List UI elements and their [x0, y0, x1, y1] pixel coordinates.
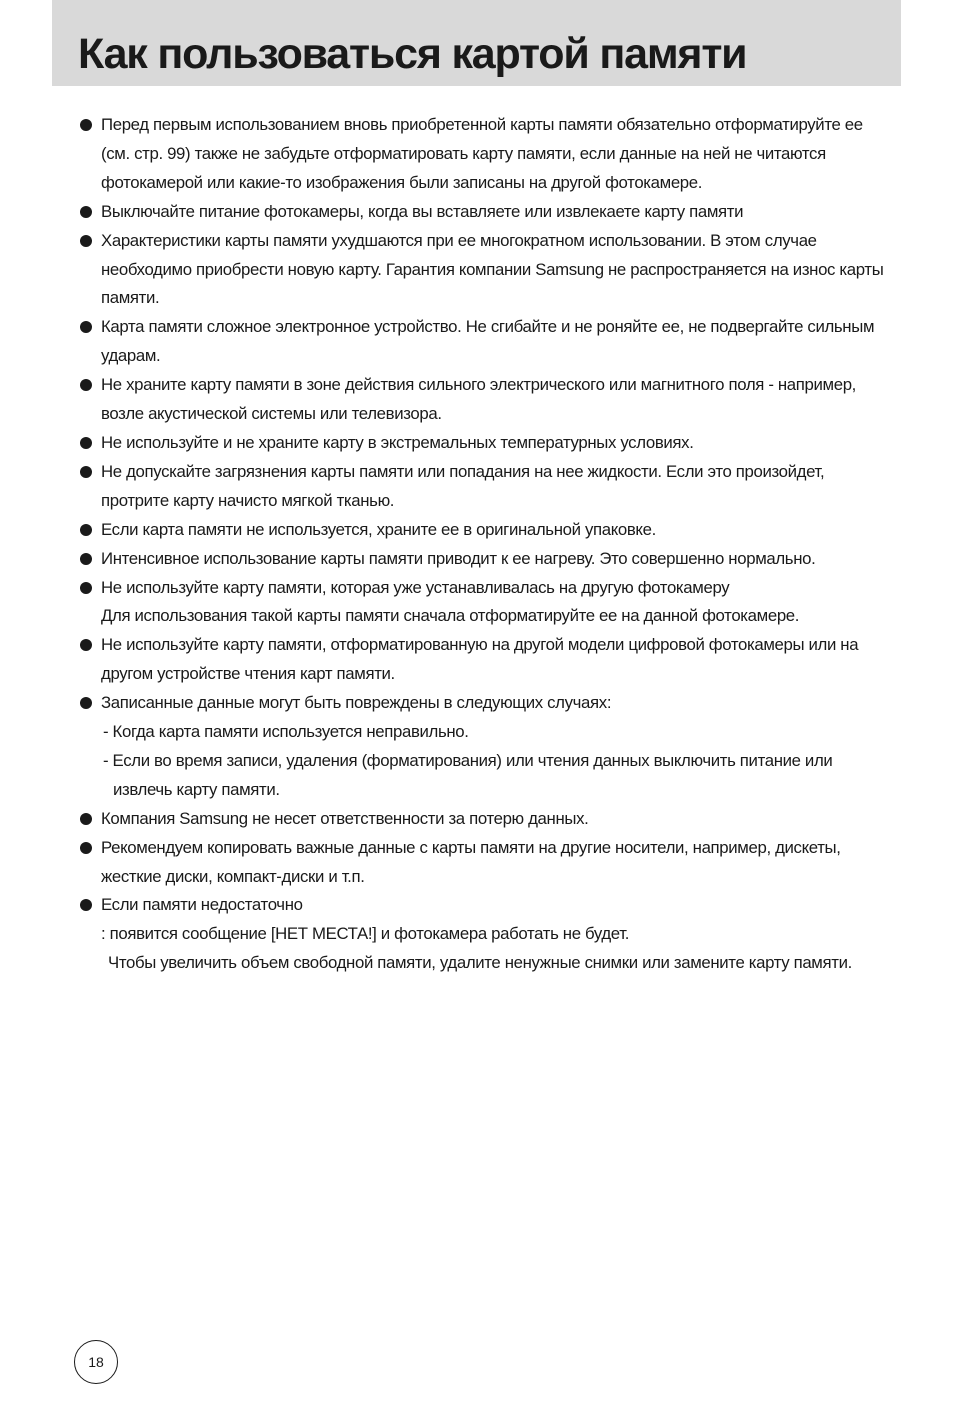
- bullet-icon: [80, 899, 92, 911]
- list-item: [78, 458, 878, 516]
- item-text: Перед первым использованием вновь приобретенной карты памяти обязательно отформатируйте ее: [101, 115, 863, 134]
- item-text: ударам.: [101, 346, 161, 366]
- sub-item-text: извлечь карту памяти.: [113, 779, 280, 799]
- item-text: фотокамерой или какие-то изображения были записаны на другой фотокамере.: [101, 172, 703, 192]
- item-text: Если памяти недостаточно: [101, 895, 303, 915]
- list-item: [78, 891, 878, 978]
- list-item: [78, 631, 878, 689]
- item-text: Не допускайте загрязнения карты памяти или попадания на нее жидкости. Если это произойдет,: [101, 461, 825, 481]
- sub-item-text: - Когда карта памяти используется неправильно.: [103, 722, 469, 742]
- item-text: Характеристики карты памяти ухудшаются при ее многократном использовании. В этом случае: [101, 230, 817, 250]
- item-text: жесткие диски, компакт-диски и т.п.: [101, 866, 365, 886]
- bullet-icon: [80, 553, 92, 565]
- item-text: памяти.: [101, 288, 160, 308]
- item-text: Рекомендуем копировать важные данные с карты памяти на другие носители, например, дискеты,: [101, 837, 841, 857]
- item-text: необходимо приобрести новую карту. Гарантия компании Samsung не распространяется на износ карты: [101, 259, 884, 279]
- bullet-icon: [80, 321, 92, 333]
- bullet-icon: [80, 235, 92, 247]
- bullet-icon: [80, 466, 92, 478]
- item-text: Если карта памяти не используется, храните ее в оригинальной упаковке.: [101, 519, 656, 539]
- item-text: Карта памяти сложное электронное устройство. Не сгибайте и не роняйте ее, не подвергайте сильным: [101, 317, 875, 337]
- item-text: Не используйте карту памяти, которая уже устанавливалась на другую фотокамеру: [101, 577, 730, 597]
- item-text: возле акустической системы или телевизора.: [101, 404, 442, 424]
- item-text: Записанные данные могут быть повреждены в следующих случаях:: [101, 693, 612, 713]
- item-text: Для использования такой карты памяти сначала отформатируйте ее на данной фотокамере.: [101, 606, 800, 626]
- bullet-icon: [80, 697, 92, 709]
- note-text: : появится сообщение [НЕТ МЕСТА!] и фотокамера работать не будет.: [101, 924, 630, 944]
- title-banner: [52, 0, 901, 86]
- bullet-icon: [80, 524, 92, 536]
- item-text: другом устройстве чтения карт памяти.: [101, 664, 395, 684]
- list-item: [78, 574, 878, 632]
- item-text: Выключайте питание фотокамеры, когда вы вставляете или извлекаете карту памяти: [101, 201, 744, 221]
- bullet-icon: [80, 813, 92, 825]
- bullet-icon: [80, 582, 92, 594]
- list-item: [78, 227, 884, 314]
- bullet-icon: [80, 437, 92, 449]
- list-item: [78, 805, 878, 834]
- item-text: Компания Samsung не несет ответственности за потерю данных.: [101, 808, 589, 828]
- list-item: [78, 834, 878, 892]
- list-item: [78, 313, 878, 371]
- list-item: [78, 111, 878, 198]
- item-text: протрите карту начисто мягкой тканью.: [101, 490, 395, 510]
- list-item: [78, 689, 878, 805]
- list-item: [78, 429, 878, 458]
- list-item: [78, 371, 878, 429]
- page-title: Как пользоваться картой памяти: [78, 30, 747, 78]
- list-item: [78, 545, 878, 574]
- page-number: 18: [74, 1340, 118, 1384]
- item-text: (см. стр. 99) также не забудьте отформатировать карту памяти, если данные на ней не читаются: [101, 143, 826, 163]
- item-text: Не храните карту памяти в зоне действия сильного электрического или магнитного поля - например,: [101, 375, 856, 395]
- item-text: Интенсивное использование карты памяти приводит к ее нагреву. Это совершенно нормально.: [101, 548, 816, 568]
- list-item: [78, 516, 878, 545]
- item-text: Не используйте карту памяти, отформатированную на другой модели цифровой фотокамеры или на: [101, 635, 859, 655]
- note-text: Чтобы увеличить объем свободной памяти, удалите ненужные снимки или замените карту памяти.: [108, 953, 852, 973]
- bullet-icon: [80, 119, 92, 131]
- bullet-icon: [80, 842, 92, 854]
- bullet-list: [78, 111, 884, 978]
- sub-item-text: - Если во время записи, удаления (форматирования) или чтения данных выключить питание или: [103, 750, 833, 770]
- bullet-icon: [80, 639, 92, 651]
- list-item: [78, 198, 878, 227]
- item-text: Не используйте и не храните карту в экстремальных температурных условиях.: [101, 432, 694, 452]
- bullet-icon: [80, 206, 92, 218]
- bullet-icon: [80, 379, 92, 391]
